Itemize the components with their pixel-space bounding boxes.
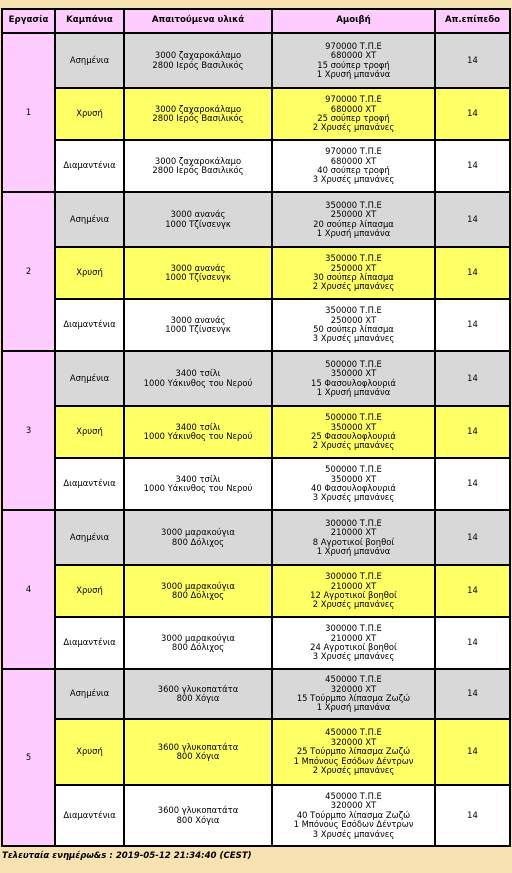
materials-cell (124, 88, 272, 140)
reward-line: 2 Χρυσές μπανάνες (312, 281, 395, 292)
reward-line: 350000 Τ.Π.Ε (325, 253, 382, 264)
materials-cell (124, 247, 272, 299)
campaign-cell: Ασημένια (55, 669, 124, 719)
reward-line: 3 Χρυσές μπανάνες (312, 492, 395, 503)
materials-cell (124, 617, 272, 669)
reward-line: 15 Φασουλοφλουριά (311, 377, 396, 388)
reward-line: 500000 Τ.Π.Ε (325, 358, 382, 369)
table-row (2, 406, 510, 458)
reward-line: 20 σούπερ λίπασμα (313, 218, 394, 229)
reward-line: 350000 ΧΤ (330, 421, 377, 432)
material-line: 3000 ανανάς (170, 209, 226, 220)
material-line: 3000 μαρακούγια (161, 580, 235, 591)
reward-line: 210000 ΧΤ (330, 632, 377, 643)
reward-line: 970000 Τ.Π.Ε (325, 94, 382, 105)
quest-table (1, 8, 511, 847)
material-line: 1000 Τζίνσενγκ (165, 218, 231, 229)
header-level: Απ.επίπεδο (435, 9, 510, 33)
material-line: 1000 Τζίνσενγκ (165, 272, 231, 282)
reward-line: 40 Φασουλοφλουριά (311, 483, 396, 493)
reward-line: 1 Χρυσή μπανάνα (316, 702, 391, 713)
level-cell: 14 (435, 247, 510, 299)
materials-cell (124, 33, 272, 88)
reward-cell (272, 565, 435, 617)
quest-number: 4 (2, 510, 55, 669)
reward-line: 40 Τούρμπο λίπασμα Ζωζώ (296, 809, 411, 820)
campaign-cell: Διαμαντένια (55, 140, 124, 192)
level-cell: 14 (435, 669, 510, 719)
reward-line: 2 Χρυσές μπανάνες (312, 122, 395, 133)
campaign-cell: Ασημένια (55, 351, 124, 406)
material-line: 3000 μαρακούγια (161, 632, 235, 643)
reward-cell (272, 458, 435, 510)
reward-line: 1 Χρυσή μπανάνα (316, 386, 391, 397)
reward-line: 680000 ΧΤ (330, 50, 377, 61)
materials-cell (124, 669, 272, 719)
campaign-cell: Χρυσή (55, 247, 124, 299)
level-cell: 14 (435, 299, 510, 351)
level-cell: 14 (435, 406, 510, 458)
material-line: 800 Χόγια (176, 814, 220, 825)
material-line: 2800 Ιερός Βασιλικός (152, 165, 244, 175)
table-row (2, 351, 510, 406)
reward-line: 2 Χρυσές μπανάνες (312, 765, 395, 776)
material-line: 3000 ανανάς (170, 262, 226, 273)
header-campaign: Καμπάνια (55, 9, 124, 33)
campaign-cell: Χρυσή (55, 719, 124, 785)
reward-line: 300000 Τ.Π.Ε (325, 571, 382, 582)
reward-cell (272, 33, 435, 88)
reward-cell (272, 669, 435, 719)
reward-line: 970000 Τ.Π.Ε (325, 40, 382, 51)
material-line: 800 Χόγια (176, 751, 220, 761)
reward-line: 320000 ΧΤ (330, 800, 377, 811)
reward-line: 3 Χρυσές μπανάνες (312, 333, 395, 344)
campaign-cell: Ασημένια (55, 33, 124, 88)
reward-line: 250000 ΧΤ (330, 314, 377, 325)
reward-cell (272, 785, 435, 846)
materials-cell (124, 299, 272, 351)
table-row (2, 247, 510, 299)
campaign-cell: Διαμαντένια (55, 458, 124, 510)
reward-line: 2 Χρυσές μπανάνες (312, 440, 395, 451)
campaign-cell: Χρυσή (55, 565, 124, 617)
material-line: 3400 τσίλι (175, 368, 221, 379)
reward-line: 500000 Τ.Π.Ε (325, 412, 382, 423)
reward-line: 250000 ΧΤ (330, 262, 377, 273)
reward-line: 3 Χρυσές μπανάνες (312, 651, 395, 662)
material-line: 3400 τσίλι (175, 421, 221, 432)
header-row (2, 9, 510, 33)
reward-cell (272, 719, 435, 785)
reward-cell (272, 192, 435, 247)
reward-line: 1 Χρυσή μπανάνα (316, 545, 391, 556)
materials-cell (124, 510, 272, 565)
reward-line: 350000 Τ.Π.Ε (325, 199, 382, 210)
reward-line: 40 σούπερ τροφή (317, 165, 390, 175)
reward-line: 350000 ΧΤ (330, 368, 377, 379)
reward-line: 320000 ΧΤ (330, 736, 377, 747)
table-row (2, 510, 510, 565)
header-reward: Αμοιβή (272, 9, 435, 33)
material-line: 800 Δόλιχος (171, 642, 225, 652)
reward-line: 3 Χρυσές μπανάνες (312, 828, 395, 839)
reward-line: 1 Χρυσή μπανάνα (316, 227, 391, 238)
level-cell: 14 (435, 458, 510, 510)
campaign-cell: Χρυσή (55, 88, 124, 140)
reward-line: 210000 ΧΤ (330, 527, 377, 538)
header-materials: Απαιτούμενα υλικά (124, 9, 272, 33)
reward-line: 450000 Τ.Π.Ε (325, 674, 382, 685)
materials-cell (124, 719, 272, 785)
materials-cell (124, 192, 272, 247)
level-cell: 14 (435, 140, 510, 192)
table-row (2, 719, 510, 785)
quest-number: 3 (2, 351, 55, 510)
reward-line: 450000 Τ.Π.Ε (325, 727, 382, 738)
reward-cell (272, 299, 435, 351)
material-line: 1000 Υάκινθος του Νερού (143, 431, 253, 441)
reward-line: 2 Χρυσές μπανάνες (312, 599, 395, 610)
material-line: 2800 Ιερός Βασιλικός (152, 113, 244, 123)
reward-cell (272, 247, 435, 299)
reward-line: 300000 Τ.Π.Ε (325, 623, 382, 634)
level-cell: 14 (435, 33, 510, 88)
table-row (2, 140, 510, 192)
table-row (2, 565, 510, 617)
materials-cell (124, 565, 272, 617)
reward-line: 25 Τούρμπο λίπασμα Ζωζώ (296, 746, 411, 757)
reward-line: 320000 ΧΤ (330, 683, 377, 694)
last-updated: Τελευταία ενημέρω&s : 2019-05-12 21:34:40 (CEST) (2, 851, 252, 861)
materials-cell (124, 785, 272, 846)
level-cell: 14 (435, 192, 510, 247)
reward-line: 1 Μπόνους Εσόδων Δέντρων (293, 755, 414, 766)
material-line: 3600 γλυκοπατάτα (157, 805, 239, 816)
level-cell: 14 (435, 565, 510, 617)
campaign-cell: Ασημένια (55, 510, 124, 565)
table-row (2, 617, 510, 669)
reward-line: 350000 Τ.Π.Ε (325, 305, 382, 316)
material-line: 1000 Τζίνσενγκ (165, 324, 231, 334)
table-row (2, 88, 510, 140)
reward-line: 500000 Τ.Π.Ε (325, 464, 382, 475)
reward-line: 250000 ΧΤ (330, 209, 377, 220)
material-line: 3000 ζαχαροκάλαμο (154, 50, 242, 61)
header-quest: Εργασία (2, 9, 55, 33)
material-line: 3000 ζαχαροκάλαμο (154, 155, 242, 166)
materials-cell (124, 140, 272, 192)
reward-line: 15 Τούρμπο λίπασμα Ζωζώ (296, 693, 411, 703)
reward-line: 30 σούπερ λίπασμα (313, 272, 394, 282)
reward-cell (272, 510, 435, 565)
reward-cell (272, 140, 435, 192)
table-row (2, 458, 510, 510)
campaign-cell: Διαμαντένια (55, 299, 124, 351)
table-row (2, 192, 510, 247)
reward-cell (272, 88, 435, 140)
material-line: 2800 Ιερός Βασιλικός (152, 59, 244, 70)
level-cell: 14 (435, 617, 510, 669)
reward-line: 8 Αγροτικοί βοηθοί (312, 536, 395, 547)
campaign-cell: Διαμαντένια (55, 785, 124, 846)
material-line: 1000 Υάκινθος του Νερού (143, 377, 253, 388)
reward-line: 1 Μπόνους Εσόδων Δέντρων (293, 819, 414, 830)
reward-line: 350000 ΧΤ (330, 473, 377, 484)
materials-cell (124, 406, 272, 458)
quest-body (2, 33, 510, 846)
quest-number: 1 (2, 33, 55, 192)
reward-line: 12 Αγροτικοί βοηθοί (310, 590, 397, 600)
reward-cell (272, 406, 435, 458)
level-cell: 14 (435, 351, 510, 406)
material-line: 3400 τσίλι (175, 473, 221, 484)
reward-line: 450000 Τ.Π.Ε (325, 790, 382, 801)
materials-cell (124, 351, 272, 406)
reward-cell (272, 617, 435, 669)
material-line: 3600 γλυκοπατάτα (157, 683, 239, 694)
reward-line: 15 σούπερ τροφή (317, 59, 390, 70)
campaign-cell: Διαμαντένια (55, 617, 124, 669)
reward-cell (272, 351, 435, 406)
level-cell: 14 (435, 719, 510, 785)
reward-line: 970000 Τ.Π.Ε (325, 146, 382, 157)
reward-line: 24 Αγροτικοί βοηθοί (310, 642, 397, 652)
level-cell: 14 (435, 88, 510, 140)
material-line: 800 Δόλιχος (171, 590, 225, 600)
table-row (2, 299, 510, 351)
level-cell: 14 (435, 510, 510, 565)
quest-number: 5 (2, 669, 55, 846)
materials-cell (124, 458, 272, 510)
material-line: 1000 Υάκινθος του Νερού (143, 483, 253, 493)
reward-line: 25 σούπερ τροφή (317, 113, 390, 123)
material-line: 3000 ζαχαροκάλαμο (154, 103, 242, 114)
material-line: 800 Χόγια (176, 693, 220, 703)
material-line: 800 Δόλιχος (171, 536, 225, 547)
material-line: 3600 γλυκοπατάτα (157, 741, 239, 752)
quest-number: 2 (2, 192, 55, 351)
reward-line: 25 Φασουλοφλουριά (311, 431, 396, 441)
table-row (2, 33, 510, 88)
reward-line: 210000 ΧΤ (330, 580, 377, 591)
reward-line: 680000 ΧΤ (330, 155, 377, 166)
material-line: 3000 μαρακούγια (161, 527, 235, 538)
campaign-cell: Χρυσή (55, 406, 124, 458)
reward-line: 50 σούπερ λίπασμα (313, 324, 394, 334)
level-cell: 14 (435, 785, 510, 846)
table-row (2, 669, 510, 719)
reward-line: 1 Χρυσή μπανάνα (316, 68, 391, 79)
material-line: 3000 ανανάς (170, 314, 226, 325)
table-row (2, 785, 510, 846)
reward-line: 300000 Τ.Π.Ε (325, 517, 382, 528)
campaign-cell: Ασημένια (55, 192, 124, 247)
reward-line: 3 Χρυσές μπανάνες (312, 174, 395, 185)
reward-line: 680000 ΧΤ (330, 103, 377, 114)
